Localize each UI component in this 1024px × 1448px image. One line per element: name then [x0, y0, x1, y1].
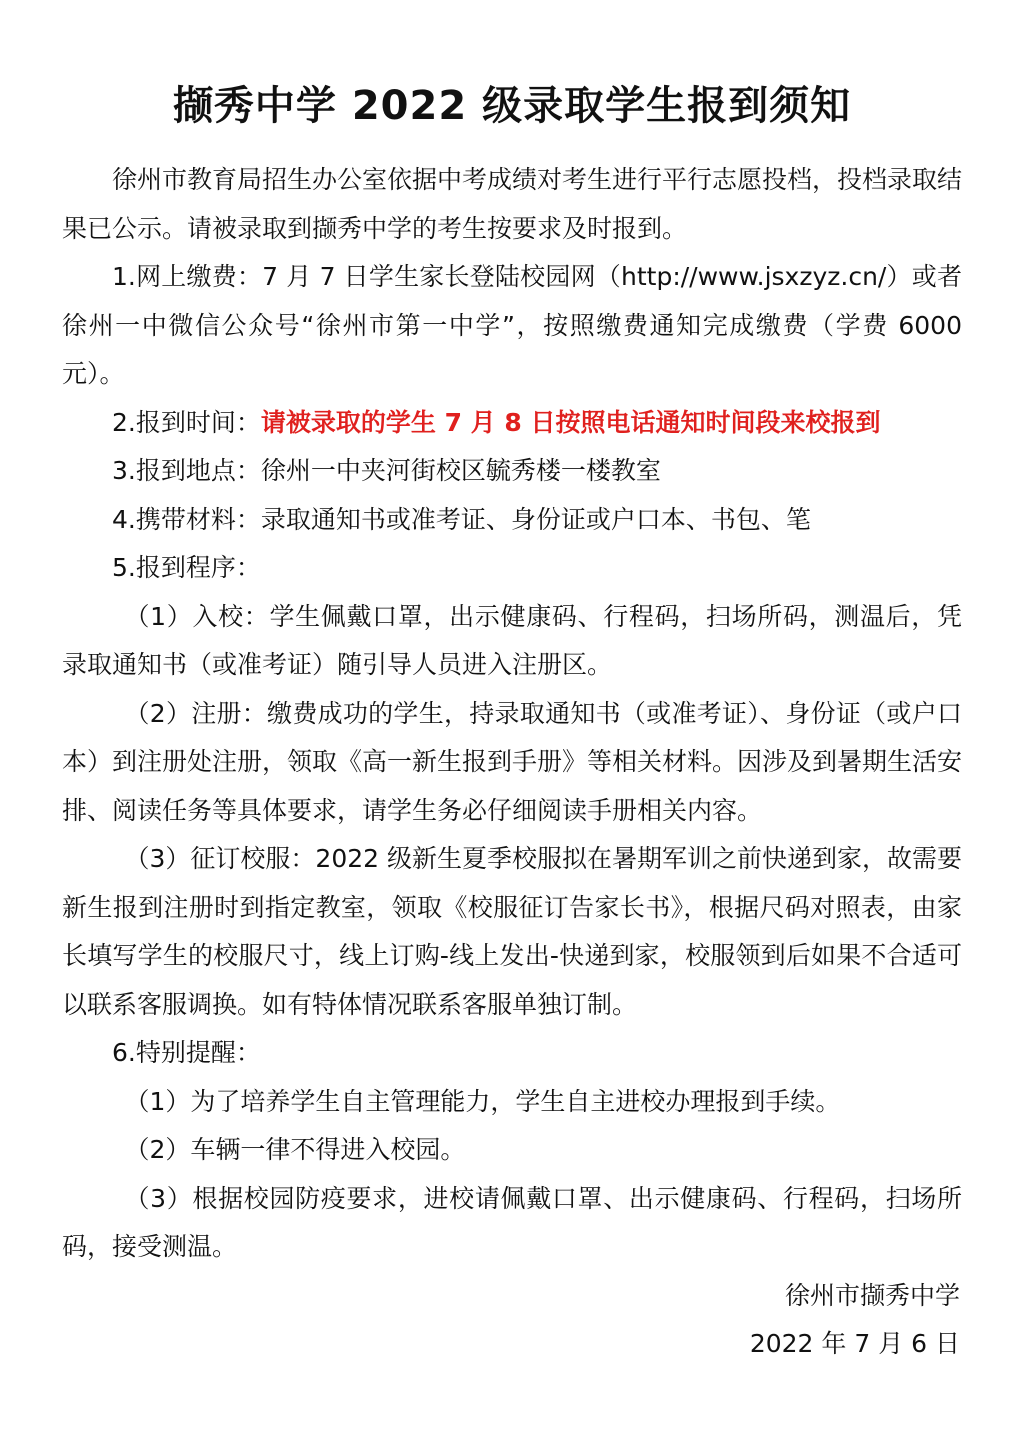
intro-paragraph: 徐州市教育局招生办公室依据中考成绩对考生进行平行志愿投档，投档录取结果已公示。请被录取到撷秀中学的考生按要求及时报到。 [62, 165, 963, 243]
reminder-epidemic: （3）根据校园防疫要求，进校请佩戴口罩、出示健康码、行程码，扫场所码，接受测温。 [62, 1183, 962, 1261]
reminder-self-management: （1）为了培养学生自主管理能力，学生自主进校办理报到手续。 [124, 1086, 841, 1116]
item-materials: 4.携带材料：录取通知书或准考证、身份证或户口本、书包、笔 [112, 504, 811, 534]
signature-date: 2022 年 7 月 6 日 [749, 1329, 960, 1358]
reminder-no-vehicles: （2）车辆一律不得进入校园。 [124, 1135, 466, 1164]
report-time-highlight: 请被录取的学生 7 月 8 日按照电话通知时间段来校报到 [260, 407, 881, 437]
procedure-registration: （2）注册：缴费成功的学生，持录取通知书（或准考证）、身份证（或户口本）到注册处注册，领取《高一新生报到手册》等相关材料。因涉及到暑期生活安排、阅读任务等具体要求，请学生务必仔细阅读手册相关内容。 [62, 698, 963, 825]
item-procedure-heading: 5.报到程序： [112, 553, 261, 582]
item-report-location: 3.报到地点：徐州一中夹河街校区毓秀楼一楼教室 [112, 456, 661, 485]
item-report-time [62, 399, 962, 448]
report-time-label: 2.报到时间： [112, 407, 261, 437]
procedure-uniform: （3）征订校服：2022 级新生夏季校服拟在暑期军训之前快递到家，故需要新生报到注册时到指定教室，领取《校服征订告家长书》，根据尺码对照表，由家长填写学生的校服尺寸，线上订购-线上发出-快递到家，校服领到后如果不合适可以联系客服调换。如有特体情况联系客服单独订制。 [62, 844, 962, 1019]
item-reminders-heading: 6.特别提醒： [112, 1038, 261, 1067]
signature-school: 徐州市撷秀中学 [784, 1280, 960, 1310]
item-online-payment: 1.网上缴费：7 月 7 日学生家长登陆校园网（http://www.jsxzyz.cn/）或者徐州一中微信公众号“徐州市第一中学”，按照缴费通知完成缴费（学费 6000 元）。 [62, 262, 962, 388]
procedure-entry: （1）入校：学生佩戴口罩，出示健康码、行程码，扫场所码，测温后，凭录取通知书（或准考证）随引导人员进入注册区。 [62, 601, 962, 679]
page-title: 撷秀中学 2022 级录取学生报到须知 [172, 83, 852, 129]
